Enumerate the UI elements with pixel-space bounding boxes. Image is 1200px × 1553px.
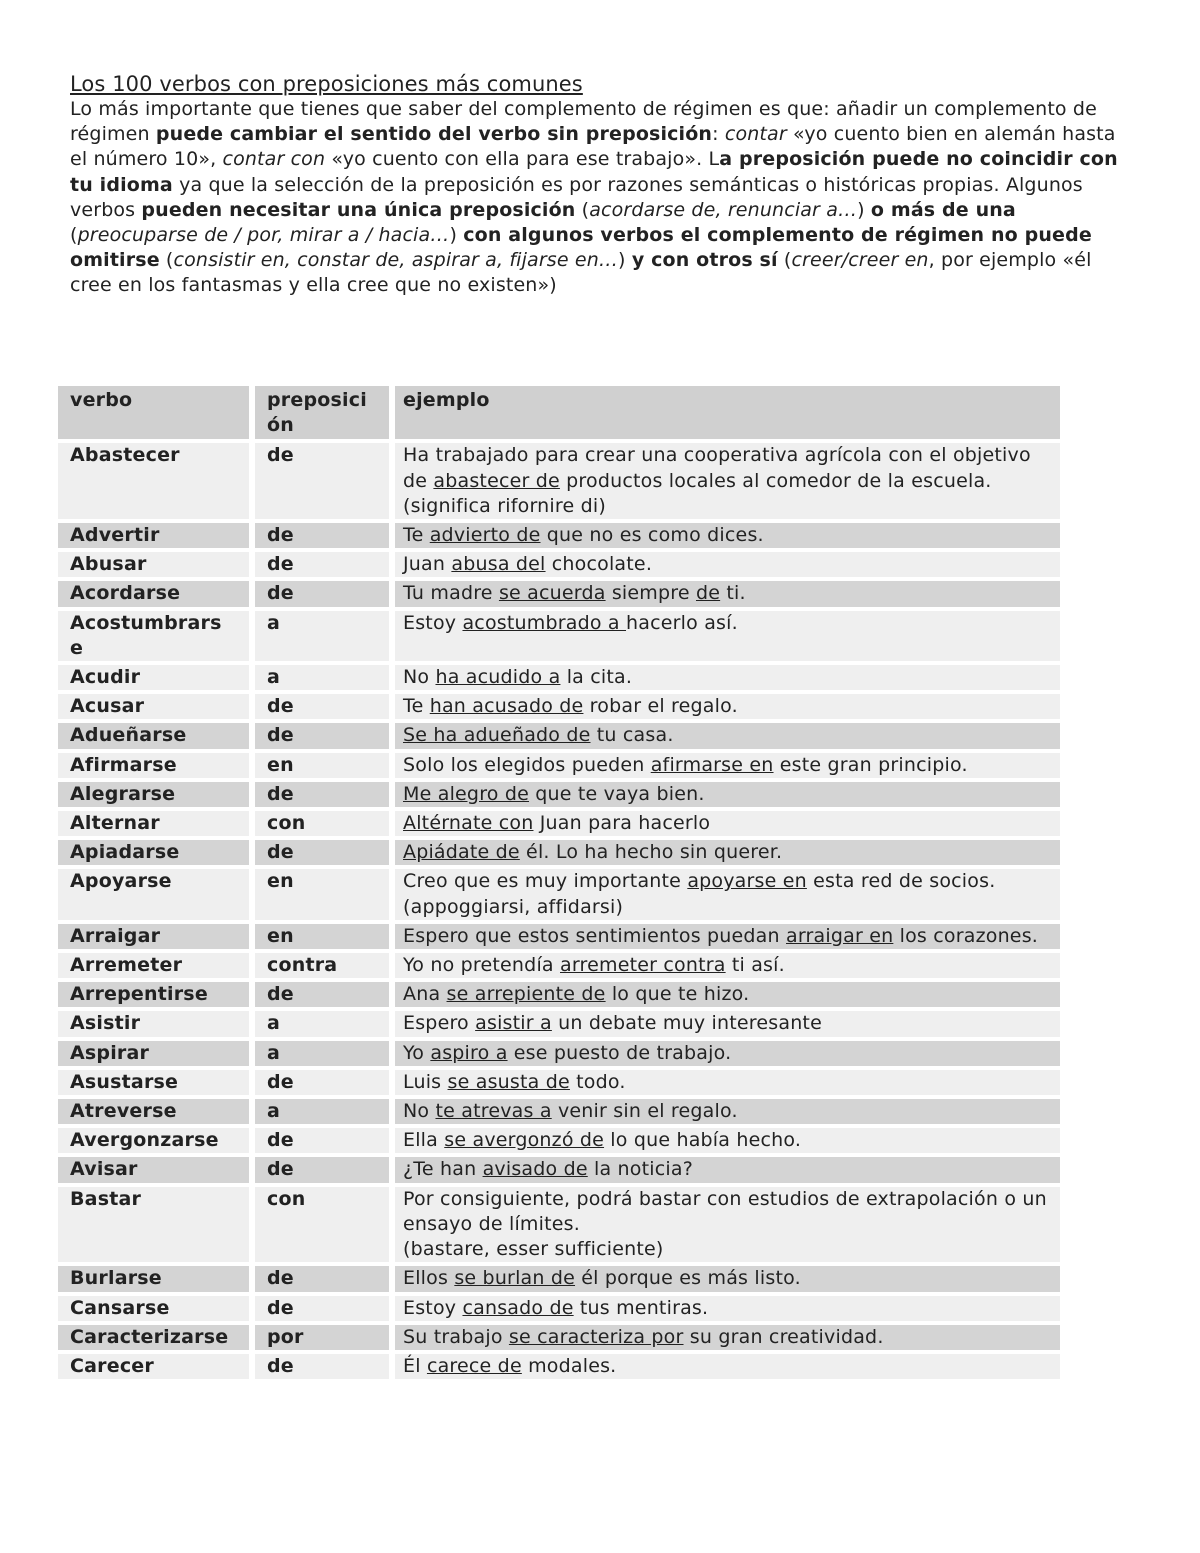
table-row <box>58 523 1060 548</box>
verbo-cell: Alternar <box>58 811 255 836</box>
preposicion-cell: de <box>255 443 395 519</box>
ejemplo-run: acostumbrado a <box>462 611 627 634</box>
ejemplo-cell <box>395 1266 1060 1291</box>
ejemplo-run: No <box>403 666 436 689</box>
ejemplo-run: Apiádate de <box>403 841 520 864</box>
ejemplo-run: se acuerda <box>498 582 606 605</box>
table-header-row <box>58 386 1060 439</box>
header-ejemplo: ejemplo <box>395 386 1060 439</box>
ejemplo-run: te atrevas a <box>435 1100 552 1123</box>
intro-run: ( <box>777 249 792 272</box>
intro-run: ( <box>70 224 78 247</box>
ejemplo-cell <box>395 1070 1060 1095</box>
ejemplo-run: su gran creatividad. <box>683 1325 884 1348</box>
table-row <box>58 694 1060 719</box>
ejemplo-run: arremeter contra <box>560 954 726 977</box>
intro-run: ) <box>857 198 871 221</box>
table-row <box>58 1266 1060 1291</box>
ejemplo-run: todo. <box>569 1070 626 1093</box>
table-row <box>58 1128 1060 1153</box>
ejemplo-run: asistir a <box>475 1012 552 1035</box>
preposicion-cell: de <box>255 581 395 606</box>
preposicion-cell: en <box>255 753 395 778</box>
ejemplo-run: Juan para hacerlo <box>533 812 711 835</box>
ejemplo-run: Él <box>403 1354 427 1377</box>
verbo-cell: Caracterizarse <box>58 1325 255 1350</box>
verbo-cell: Abastecer <box>58 443 255 519</box>
ejemplo-run: lo que te hizo. <box>605 983 750 1006</box>
intro-run: Lo más importante que tienes que saber del complemento de régimen es que: añadir un complemento de régimen <box>70 98 1097 146</box>
preposicion-cell: de <box>255 840 395 865</box>
ejemplo-run: Te <box>403 695 430 718</box>
ejemplo-cell <box>395 1128 1060 1153</box>
verbo-cell: Cansarse <box>58 1296 255 1321</box>
ejemplo-cell <box>395 523 1060 548</box>
ejemplo-run: modales. <box>521 1354 617 1377</box>
preposicion-cell: con <box>255 811 395 836</box>
ejemplo-run: Te <box>403 524 430 547</box>
table-row <box>58 869 1060 919</box>
ejemplo-run: cansado de <box>462 1296 574 1319</box>
intro-run: : <box>712 123 725 146</box>
preposicion-cell: a <box>255 611 395 661</box>
ejemplo-cell <box>395 840 1060 865</box>
table-row <box>58 1354 1060 1379</box>
ejemplo-run: ti así. <box>725 954 785 977</box>
verbo-cell: Advertir <box>58 523 255 548</box>
ejemplo-cell <box>395 953 1060 978</box>
ejemplo-cell <box>395 1011 1060 1036</box>
table-row <box>58 581 1060 606</box>
verbo-cell: Avisar <box>58 1157 255 1182</box>
ejemplo-run: aspiro a <box>430 1041 508 1064</box>
table-row <box>58 1041 1060 1066</box>
intro-run: y con otros sí <box>631 249 778 272</box>
ejemplo-cell <box>395 611 1060 661</box>
ejemplo-run: él porque es más listo. <box>575 1267 801 1290</box>
table-row <box>58 665 1060 690</box>
header-preposicion: preposici ón <box>255 386 395 439</box>
intro-run: puede cambiar el sentido del verbo sin preposición <box>155 123 713 146</box>
table-row <box>58 443 1060 519</box>
verbo-cell: Atreverse <box>58 1099 255 1124</box>
intro-run: preocuparse de / por, mirar a / hacia… <box>77 224 450 247</box>
table-row <box>58 552 1060 577</box>
ejemplo-run: apoyarse en <box>687 870 807 893</box>
ejemplo-run: Altérnate con <box>403 812 534 835</box>
preposicion-cell: de <box>255 782 395 807</box>
ejemplo-cell <box>395 1325 1060 1350</box>
ejemplo-run: se caracteriza por <box>508 1325 684 1348</box>
ejemplo-run: ese puesto de trabajo. <box>507 1041 732 1064</box>
preposicion-cell: de <box>255 1354 395 1379</box>
intro-run: , por ejemplo «él cree en los fantasmas y ella cree que no existen») <box>70 249 1092 297</box>
ejemplo-run: se avergonzó de <box>444 1129 605 1152</box>
verbo-cell: Afirmarse <box>58 753 255 778</box>
ejemplo-run: se burlan de <box>454 1267 576 1290</box>
table-row <box>58 611 1060 661</box>
verbo-cell: Abusar <box>58 552 255 577</box>
ejemplo-cell <box>395 782 1060 807</box>
ejemplo-note: (bastare, esser sufficiente) <box>403 1238 664 1261</box>
ejemplo-cell <box>395 552 1060 577</box>
preposicion-cell: de <box>255 694 395 719</box>
ejemplo-cell <box>395 1187 1060 1263</box>
preposicion-cell: a <box>255 1011 395 1036</box>
ejemplo-cell <box>395 1296 1060 1321</box>
ejemplo-run: Ellos <box>403 1267 455 1290</box>
preposicion-cell: de <box>255 1296 395 1321</box>
ejemplo-cell <box>395 753 1060 778</box>
ejemplo-run: tus mentiras. <box>573 1296 709 1319</box>
ejemplo-run: que te vaya bien. <box>529 782 705 805</box>
ejemplo-run: venir sin el regalo. <box>551 1100 738 1123</box>
ejemplo-cell <box>395 443 1060 519</box>
ejemplo-run: ha acudido a <box>435 666 561 689</box>
preposicion-cell: de <box>255 1128 395 1153</box>
document-title: Los 100 verbos con preposiciones más comunes <box>70 72 583 96</box>
verbo-cell: Alegrarse <box>58 782 255 807</box>
table-row <box>58 840 1060 865</box>
ejemplo-note: (appoggiarsi, affidarsi) <box>403 895 624 918</box>
intro-run: ) <box>449 224 464 247</box>
ejemplo-run: Luis <box>403 1070 448 1093</box>
verbo-cell: Aspirar <box>58 1041 255 1066</box>
table-row <box>58 924 1060 949</box>
intro-run: «yo cuento con ella para ese trabajo». L <box>325 148 720 171</box>
ejemplo-run: Estoy <box>403 1296 463 1319</box>
verbo-cell: Apoyarse <box>58 869 255 919</box>
table-row <box>58 1011 1060 1036</box>
ejemplo-cell <box>395 1157 1060 1182</box>
intro-run: ya que la selección de la preposición es por razones semánticas o históricas propias. Algunos verbos <box>70 173 1083 221</box>
ejemplo-run: él. Lo ha hecho sin querer. <box>519 841 783 864</box>
table-row <box>58 723 1060 748</box>
ejemplo-run: la cita. <box>560 666 633 689</box>
verbo-cell: Arrepentirse <box>58 982 255 1007</box>
table-row <box>58 953 1060 978</box>
verbo-cell: Acordarse <box>58 581 255 606</box>
verbo-cell: Avergonzarse <box>58 1128 255 1153</box>
intro-run: «yo cuento bien en alemán hasta el número 10», <box>70 123 1116 171</box>
intro-paragraph <box>70 97 1132 299</box>
intro-run: a preposición puede no coincidir con tu idioma <box>70 148 1118 196</box>
verbo-cell: Arraigar <box>58 924 255 949</box>
ejemplo-cell <box>395 581 1060 606</box>
ejemplo-cell <box>395 924 1060 949</box>
intro-run: consistir en, constar de, aspirar a, fijarse en… <box>173 249 619 272</box>
ejemplo-cell <box>395 869 1060 919</box>
preposicion-cell: en <box>255 924 395 949</box>
ejemplo-run: abastecer de <box>433 469 560 492</box>
ejemplo-run: advierto de <box>429 524 541 547</box>
verbo-cell: Asistir <box>58 1011 255 1036</box>
ejemplo-run: se arrepiente de <box>446 983 606 1006</box>
ejemplo-run: Yo <box>403 1041 431 1064</box>
ejemplo-run: ¿Te han <box>403 1158 483 1181</box>
table-row <box>58 1187 1060 1263</box>
verbs-table <box>58 382 1060 1383</box>
verbo-cell: Adueñarse <box>58 723 255 748</box>
preposicion-cell: de <box>255 1157 395 1182</box>
ejemplo-run: un debate muy interesante <box>551 1012 822 1035</box>
preposicion-cell: a <box>255 1041 395 1066</box>
ejemplo-run: Yo no pretendía <box>403 954 560 977</box>
table-row <box>58 1070 1060 1095</box>
preposicion-cell: a <box>255 1099 395 1124</box>
ejemplo-run: Ana <box>403 983 447 1006</box>
table-row <box>58 782 1060 807</box>
preposicion-cell: a <box>255 665 395 690</box>
ejemplo-run: Solo los elegidos pueden <box>403 753 651 776</box>
ejemplo-cell <box>395 1099 1060 1124</box>
ejemplo-run: que no es como dices. <box>540 524 764 547</box>
ejemplo-run: arraigar en <box>786 924 894 947</box>
ejemplo-cell <box>395 1041 1060 1066</box>
intro-run: con algunos verbos el complemento de régimen no puede omitirse <box>70 224 1092 272</box>
ejemplo-run: robar el regalo. <box>583 695 738 718</box>
ejemplo-run: carece de <box>426 1354 522 1377</box>
table-row <box>58 1325 1060 1350</box>
intro-run: ) <box>618 249 632 272</box>
ejemplo-run: esta red de socios. <box>806 870 996 893</box>
intro-run: contar con <box>222 148 326 171</box>
ejemplo-run: se asusta de <box>447 1070 570 1093</box>
ejemplo-run: Juan <box>403 553 452 576</box>
preposicion-cell: con <box>255 1187 395 1263</box>
ejemplo-cell <box>395 1354 1060 1379</box>
intro-run: ( <box>575 198 590 221</box>
ejemplo-cell <box>395 694 1060 719</box>
ejemplo-run: tu casa. <box>590 724 674 747</box>
verbo-cell: Asustarse <box>58 1070 255 1095</box>
ejemplo-run: han acusado de <box>429 695 584 718</box>
intro-run: contar <box>724 123 787 146</box>
ejemplo-run: Por consiguiente, podrá bastar con estudios de extrapolación o un ensayo de límites. <box>403 1187 1047 1235</box>
ejemplo-run: de <box>695 582 721 605</box>
intro-run: ( <box>159 249 174 272</box>
verbo-cell: Arremeter <box>58 953 255 978</box>
preposicion-cell: contra <box>255 953 395 978</box>
ejemplo-run: lo que había hecho. <box>604 1129 802 1152</box>
intro-run: pueden necesitar una única preposición <box>141 198 576 221</box>
preposicion-cell: en <box>255 869 395 919</box>
ejemplo-run: Creo que es muy importante <box>403 870 688 893</box>
ejemplo-cell <box>395 982 1060 1007</box>
ejemplo-run: Ella <box>403 1129 445 1152</box>
table-row <box>58 982 1060 1007</box>
ejemplo-run: siempre <box>605 582 696 605</box>
ejemplo-cell <box>395 811 1060 836</box>
ejemplo-run: los corazones. <box>893 924 1039 947</box>
verbo-cell: Acudir <box>58 665 255 690</box>
verbo-cell: Acusar <box>58 694 255 719</box>
ejemplo-cell <box>395 723 1060 748</box>
preposicion-cell: de <box>255 982 395 1007</box>
ejemplo-run: Me alegro de <box>403 782 530 805</box>
header-verbo: verbo <box>58 386 255 439</box>
ejemplo-cell <box>395 665 1060 690</box>
ejemplo-run: ti. <box>720 582 746 605</box>
ejemplo-run: No <box>403 1100 436 1123</box>
ejemplo-run: chocolate. <box>545 553 653 576</box>
ejemplo-run: afirmarse en <box>650 753 774 776</box>
table-row <box>58 1157 1060 1182</box>
preposicion-cell: por <box>255 1325 395 1350</box>
document-page <box>70 72 1130 299</box>
intro-run: creer/creer en <box>791 249 929 272</box>
ejemplo-run: Tu madre <box>403 582 499 605</box>
ejemplo-run: Ha trabajado para crear una cooperativa agrícola con el objetivo de <box>403 444 1031 492</box>
ejemplo-run: abusa del <box>451 553 546 576</box>
ejemplo-run: hacerlo así. <box>626 611 738 634</box>
ejemplo-run: Se ha adueñado de <box>403 724 591 747</box>
verbo-cell: Apiadarse <box>58 840 255 865</box>
ejemplo-run: Espero que estos sentimientos puedan <box>403 924 787 947</box>
preposicion-cell: de <box>255 723 395 748</box>
preposicion-cell: de <box>255 523 395 548</box>
table-row <box>58 1099 1060 1124</box>
ejemplo-run: productos locales al comedor de la escuela. <box>559 469 992 492</box>
table-row <box>58 1296 1060 1321</box>
intro-run: acordarse de, renunciar a… <box>589 198 858 221</box>
verbo-cell: Burlarse <box>58 1266 255 1291</box>
preposicion-cell: de <box>255 1266 395 1291</box>
table-row <box>58 811 1060 836</box>
ejemplo-run: Su trabajo <box>403 1325 509 1348</box>
verbo-cell: Acostumbrars e <box>58 611 255 661</box>
ejemplo-run: este gran principio. <box>773 753 968 776</box>
verbo-cell: Carecer <box>58 1354 255 1379</box>
verbo-cell: Bastar <box>58 1187 255 1263</box>
preposicion-cell: de <box>255 1070 395 1095</box>
table-row <box>58 753 1060 778</box>
preposicion-cell: de <box>255 552 395 577</box>
ejemplo-run: Estoy <box>403 611 463 634</box>
intro-run: o más de una <box>870 198 1016 221</box>
ejemplo-run: Espero <box>403 1012 476 1035</box>
ejemplo-run: avisado de <box>482 1158 588 1181</box>
ejemplo-note: (significa rifornire di) <box>403 494 606 517</box>
ejemplo-run: la noticia? <box>587 1158 693 1181</box>
